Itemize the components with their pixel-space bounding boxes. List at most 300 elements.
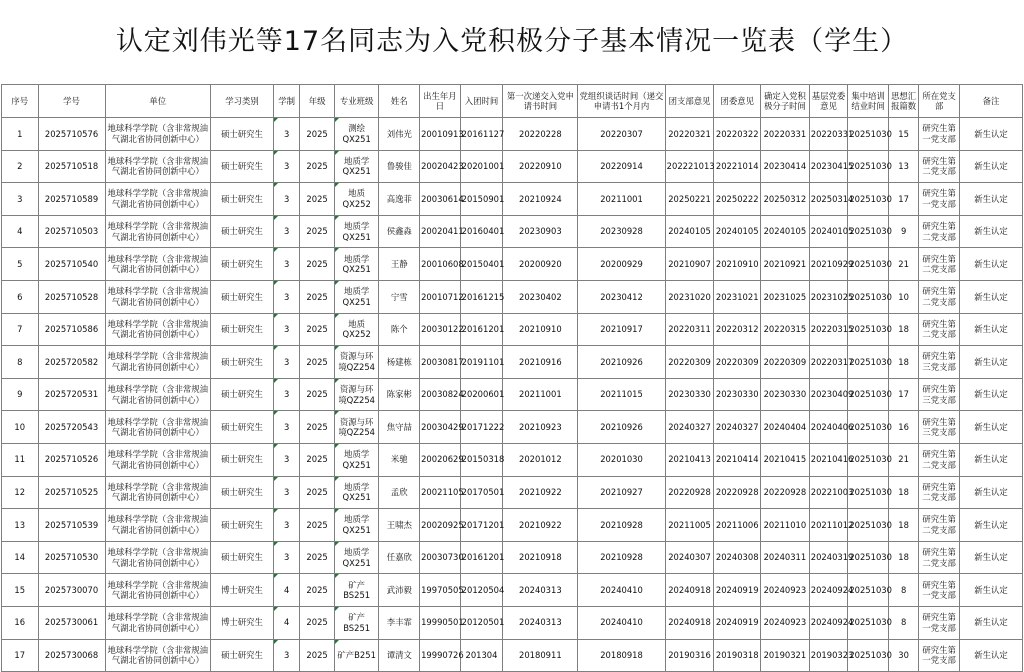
table-cell: 20210926	[578, 346, 665, 379]
table-cell: 2025	[300, 215, 335, 248]
table-cell: 20240404	[761, 411, 810, 444]
table-cell: 地质QX252	[334, 183, 379, 216]
table-cell: 新生认定	[959, 150, 1022, 183]
table-cell: 2025	[300, 313, 335, 346]
table-cell: 9	[888, 215, 918, 248]
table-cell: 2025730061	[38, 606, 105, 639]
table-cell: 20251030	[848, 541, 889, 574]
table-cell: 20240406	[809, 411, 848, 444]
table-cell: 20210916	[503, 346, 578, 379]
table-cell: 20210415	[761, 443, 810, 476]
table-cell: 20160401	[460, 215, 503, 248]
table-cell: 地质学QX251	[334, 248, 379, 281]
table-cell: 研究生第二党支部	[919, 313, 960, 346]
table-cell: 2025	[300, 378, 335, 411]
table-cell: 研究生第二党支部	[919, 280, 960, 313]
page-title: 认定刘伟光等17名同志为入党积极分子基本情况一览表（学生）	[115, 26, 909, 57]
table-cell: 20210922	[503, 509, 578, 542]
column-header: 学号	[38, 85, 105, 118]
table-cell: 20210413	[665, 443, 714, 476]
table-cell: 20251030	[848, 606, 889, 639]
table-cell: 新生认定	[959, 378, 1022, 411]
table-cell: 2025	[300, 606, 335, 639]
table-cell: 研究生第一党支部	[919, 574, 960, 607]
table-cell: 研究生第一党支部	[919, 606, 960, 639]
table-cell: 20230928	[578, 215, 665, 248]
table-cell: 20210921	[761, 248, 810, 281]
table-cell: 地质学QX251	[334, 476, 379, 509]
table-cell: 2025710518	[38, 150, 105, 183]
table-cell: 地质学QX251	[334, 150, 379, 183]
table-cell: 地球科学学院（含非常规油气湖北省协同创新中心）	[105, 346, 211, 379]
table-cell: 新生认定	[959, 280, 1022, 313]
table-cell: 20020629	[420, 443, 461, 476]
table-cell: 20251030	[848, 215, 889, 248]
table-cell: 20030824	[420, 378, 461, 411]
table-cell: 20230412	[578, 280, 665, 313]
table-cell: 20210910	[714, 248, 761, 281]
column-header: 出生年月日	[420, 85, 461, 118]
table-cell: 地质学QX251	[334, 215, 379, 248]
table-cell: 2025710525	[38, 476, 105, 509]
table-cell: 20231020	[665, 280, 714, 313]
table-cell: 焦守喆	[379, 411, 420, 444]
table-cell: 硕士研究生	[211, 378, 274, 411]
table-cell: 20220309	[665, 346, 714, 379]
table-cell: 地球科学学院（含非常规油气湖北省协同创新中心）	[105, 313, 211, 346]
table-cell: 高逸菲	[379, 183, 420, 216]
table-cell: 3	[273, 411, 299, 444]
column-header: 入团时间	[460, 85, 503, 118]
table-cell: 4	[273, 574, 299, 607]
table-cell: 20190316	[665, 639, 714, 672]
table-cell: 20240918	[665, 574, 714, 607]
table-cell: 20230402	[503, 280, 578, 313]
table-cell: 9	[2, 378, 39, 411]
table-cell: 20200920	[503, 248, 578, 281]
table-cell: 3	[273, 183, 299, 216]
table-row	[2, 280, 1023, 313]
table-row	[2, 639, 1023, 672]
table-cell: 研究生第二党支部	[919, 476, 960, 509]
table-cell: 20240410	[578, 606, 665, 639]
table-cell: 18	[888, 476, 918, 509]
table-cell: 20211006	[714, 509, 761, 542]
table-cell: 20161201	[460, 541, 503, 574]
table-cell: 硕士研究生	[211, 411, 274, 444]
table-cell: 20231025	[809, 280, 848, 313]
table-cell: 20251030	[848, 411, 889, 444]
table-cell: 20240923	[761, 574, 810, 607]
table-cell: 18	[888, 313, 918, 346]
table-cell: 6	[2, 280, 39, 313]
table-cell: 202221013	[665, 150, 714, 183]
table-cell: 地球科学学院（含非常规油气湖北省协同创新中心）	[105, 215, 211, 248]
table-cell: 20230903	[503, 215, 578, 248]
table-cell: 20190321	[761, 639, 810, 672]
table-cell: 2025	[300, 639, 335, 672]
table-cell: 20161127	[460, 118, 503, 151]
table-cell: 资源与环境QZ254	[334, 411, 379, 444]
table-cell: 201304	[460, 639, 503, 672]
column-header: 基层党委意见	[809, 85, 848, 118]
table-cell: 20240918	[665, 606, 714, 639]
table-cell: 20200601	[460, 378, 503, 411]
table-cell: 地球科学学院（含非常规油气湖北省协同创新中心）	[105, 606, 211, 639]
table-cell: 20030614	[420, 183, 461, 216]
table-cell: 2025	[300, 280, 335, 313]
activist-table	[1, 84, 1023, 672]
table-cell: 研究生第二党支部	[919, 248, 960, 281]
table-cell: 20190323	[809, 639, 848, 672]
table-cell: 10	[888, 280, 918, 313]
table-cell: 2025	[300, 541, 335, 574]
table-cell: 20240313	[503, 574, 578, 607]
table-row	[2, 443, 1023, 476]
table-cell: 研究生第三党支部	[919, 411, 960, 444]
table-cell: 20161201	[460, 313, 503, 346]
table-cell: 20210923	[503, 411, 578, 444]
table-cell: 硕士研究生	[211, 183, 274, 216]
table-cell: 武沛毅	[379, 574, 420, 607]
table-cell: 硕士研究生	[211, 541, 274, 574]
table-cell: 20240919	[714, 574, 761, 607]
table-cell: 20220914	[578, 150, 665, 183]
table-cell: 20211015	[578, 378, 665, 411]
table-cell: 18	[888, 541, 918, 574]
table-cell: 20030730	[420, 541, 461, 574]
table-row	[2, 313, 1023, 346]
table-cell: 新生认定	[959, 215, 1022, 248]
table-cell: 20251030	[848, 150, 889, 183]
table-cell: 3	[273, 313, 299, 346]
table-cell: 20210922	[503, 476, 578, 509]
table-cell: 2025710576	[38, 118, 105, 151]
table-cell: 20251030	[848, 248, 889, 281]
table-cell: 新生认定	[959, 183, 1022, 216]
table-cell: 20210918	[503, 541, 578, 574]
table-cell: 20020925	[420, 509, 461, 542]
table-cell: 地球科学学院（含非常规油气湖北省协同创新中心）	[105, 574, 211, 607]
table-cell: 20251030	[848, 280, 889, 313]
table-cell: 20240327	[665, 411, 714, 444]
table-cell: 20251030	[848, 574, 889, 607]
table-cell: 20020423	[420, 150, 461, 183]
table-cell: 20240327	[714, 411, 761, 444]
column-header: 确定入党积极分子时间	[761, 85, 810, 118]
table-cell: 20220315	[809, 313, 848, 346]
column-header: 年级	[300, 85, 335, 118]
table-cell: 新生认定	[959, 476, 1022, 509]
table-cell: 20211001	[578, 183, 665, 216]
table-cell: 20250314	[809, 183, 848, 216]
table-cell: 陈家彬	[379, 378, 420, 411]
table-cell: 20210907	[665, 248, 714, 281]
table-cell: 3	[273, 378, 299, 411]
table-cell: 20220317	[809, 346, 848, 379]
column-header: 集中培训结业时间	[848, 85, 889, 118]
table-cell: 20240923	[761, 606, 810, 639]
table-cell: 16	[2, 606, 39, 639]
table-cell: 7	[2, 313, 39, 346]
table-cell: 20231021	[714, 280, 761, 313]
table-cell: 3	[273, 150, 299, 183]
table-cell: 李丰霏	[379, 606, 420, 639]
table-cell: 刘伟光	[379, 118, 420, 151]
table-cell: 20251030	[848, 639, 889, 672]
table-row	[2, 346, 1023, 379]
table-cell: 16	[888, 411, 918, 444]
table-cell: 新生认定	[959, 574, 1022, 607]
table-cell: 3	[273, 443, 299, 476]
table-cell: 地球科学学院（含非常规油气湖北省协同创新中心）	[105, 248, 211, 281]
table-cell: 矿产B251	[334, 639, 379, 672]
table-row	[2, 248, 1023, 281]
table-cell: 15	[888, 118, 918, 151]
table-cell: 王静	[379, 248, 420, 281]
table-cell: 新生认定	[959, 443, 1022, 476]
table-cell: 地球科学学院（含非常规油气湖北省协同创新中心）	[105, 411, 211, 444]
table-cell: 硕士研究生	[211, 150, 274, 183]
table-cell: 研究生第三党支部	[919, 378, 960, 411]
table-cell: 2025	[300, 118, 335, 151]
table-cell: 20210414	[714, 443, 761, 476]
table-cell: 地球科学学院（含非常规油气湖北省协同创新中心）	[105, 280, 211, 313]
table-row	[2, 118, 1023, 151]
table-cell: 2025710540	[38, 248, 105, 281]
table-cell: 新生认定	[959, 346, 1022, 379]
table-cell: 任嘉欣	[379, 541, 420, 574]
table-cell: 19990501	[420, 606, 461, 639]
column-header: 所在党支部	[919, 85, 960, 118]
table-cell: 20251030	[848, 183, 889, 216]
table-cell: 20240313	[503, 606, 578, 639]
table-cell: 18	[888, 509, 918, 542]
table-cell: 硕士研究生	[211, 313, 274, 346]
table-cell: 20170501	[460, 476, 503, 509]
table-row	[2, 150, 1023, 183]
table-cell: 新生认定	[959, 313, 1022, 346]
table-cell: 21	[888, 248, 918, 281]
table-cell: 20021105	[420, 476, 461, 509]
table-cell: 地质学QX251	[334, 443, 379, 476]
table-cell: 硕士研究生	[211, 280, 274, 313]
table-cell: 13	[888, 150, 918, 183]
table-cell: 20210416	[809, 443, 848, 476]
table-cell: 19970505	[420, 574, 461, 607]
column-header: 团委意见	[714, 85, 761, 118]
table-cell: 20251030	[848, 443, 889, 476]
table-cell: 地球科学学院（含非常规油气湖北省协同创新中心）	[105, 639, 211, 672]
table-cell: 20230414	[761, 150, 810, 183]
table-cell: 20240924	[809, 574, 848, 607]
table-cell: 陈个	[379, 313, 420, 346]
table-cell: 20201001	[460, 150, 503, 183]
table-cell: 5	[2, 248, 39, 281]
table-cell: 20030817	[420, 346, 461, 379]
table-cell: 20220321	[665, 118, 714, 151]
table-cell: 20211005	[665, 509, 714, 542]
table-row	[2, 606, 1023, 639]
table-cell: 硕士研究生	[211, 443, 274, 476]
table-cell: 20240919	[714, 606, 761, 639]
table-cell: 新生认定	[959, 639, 1022, 672]
table-cell: 王啸杰	[379, 509, 420, 542]
table-row	[2, 476, 1023, 509]
table-cell: 20220311	[665, 313, 714, 346]
table-cell: 1	[2, 118, 39, 151]
table-cell: 3	[273, 215, 299, 248]
column-header: 党组织谈话时间（递交申请书1个月内	[578, 85, 665, 118]
table-cell: 20211010	[761, 509, 810, 542]
table-cell: 17	[2, 639, 39, 672]
table-cell: 20220309	[761, 346, 810, 379]
table-cell: 20210910	[503, 313, 578, 346]
column-header: 单位	[105, 85, 211, 118]
table-cell: 20251030	[848, 346, 889, 379]
table-cell: 2025	[300, 150, 335, 183]
table-cell: 3	[273, 118, 299, 151]
table-cell: 20240319	[809, 541, 848, 574]
table-row	[2, 509, 1023, 542]
table-cell: 20220307	[578, 118, 665, 151]
table-cell: 20180918	[578, 639, 665, 672]
table-cell: 新生认定	[959, 248, 1022, 281]
table-cell: 20240105	[761, 215, 810, 248]
table-cell: 新生认定	[959, 541, 1022, 574]
table-cell: 20220309	[714, 346, 761, 379]
table-cell: 20120504	[460, 574, 503, 607]
column-header: 备注	[959, 85, 1022, 118]
table-cell: 杨建栋	[379, 346, 420, 379]
table-cell: 20230415	[809, 150, 848, 183]
table-cell: 20210928	[578, 509, 665, 542]
table-cell: 20221003	[809, 476, 848, 509]
table-row	[2, 541, 1023, 574]
table-cell: 地球科学学院（含非常规油气湖北省协同创新中心）	[105, 150, 211, 183]
table-cell: 硕士研究生	[211, 248, 274, 281]
table-cell: 新生认定	[959, 606, 1022, 639]
table-cell: 地球科学学院（含非常规油气湖北省协同创新中心）	[105, 443, 211, 476]
table-cell: 20211001	[503, 378, 578, 411]
table-cell: 21	[888, 443, 918, 476]
table-cell: 米驰	[379, 443, 420, 476]
table-cell: 3	[273, 280, 299, 313]
table-cell: 11	[2, 443, 39, 476]
table-header-row	[2, 85, 1023, 118]
table-cell: 2025710528	[38, 280, 105, 313]
table-cell: 8	[2, 346, 39, 379]
table-cell: 20250221	[665, 183, 714, 216]
table-cell: 20030122	[420, 313, 461, 346]
table-cell: 硕士研究生	[211, 215, 274, 248]
table-cell: 3	[273, 509, 299, 542]
table-cell: 研究生第二党支部	[919, 541, 960, 574]
table-cell: 20220910	[503, 150, 578, 183]
table-cell: 20240924	[809, 606, 848, 639]
table-cell: 20010608	[420, 248, 461, 281]
table-cell: 20251030	[848, 509, 889, 542]
table-row	[2, 378, 1023, 411]
table-cell: 20211012	[809, 509, 848, 542]
table-cell: 20230409	[809, 378, 848, 411]
table-cell: 20251030	[848, 378, 889, 411]
table-cell: 3	[273, 476, 299, 509]
table-cell: 2025710530	[38, 541, 105, 574]
table-body	[2, 118, 1023, 672]
table-cell: 鲁骏佳	[379, 150, 420, 183]
table-cell: 20201012	[503, 443, 578, 476]
table-cell: 地球科学学院（含非常规油气湖北省协同创新中心）	[105, 378, 211, 411]
column-header: 学习类别	[211, 85, 274, 118]
table-cell: 20150401	[460, 248, 503, 281]
table-cell: 研究生第二党支部	[919, 443, 960, 476]
table-cell: 新生认定	[959, 509, 1022, 542]
table-cell: 谭清文	[379, 639, 420, 672]
table-cell: 孟欣	[379, 476, 420, 509]
table-cell: 研究生第二党支部	[919, 150, 960, 183]
table-row	[2, 183, 1023, 216]
table-cell: 2025730070	[38, 574, 105, 607]
table-cell: 新生认定	[959, 118, 1022, 151]
table-cell: 2025710586	[38, 313, 105, 346]
table-cell: 2	[2, 150, 39, 183]
table-cell: 20221014	[714, 150, 761, 183]
table-cell: 3	[273, 639, 299, 672]
table-cell: 2025	[300, 476, 335, 509]
table-cell: 地质学QX251	[334, 541, 379, 574]
table-cell: 8	[888, 606, 918, 639]
table-cell: 20161215	[460, 280, 503, 313]
table-cell: 地球科学学院（含非常规油气湖北省协同创新中心）	[105, 509, 211, 542]
table-cell: 30	[888, 639, 918, 672]
table-cell: 18	[888, 346, 918, 379]
table-cell: 20010913	[420, 118, 461, 151]
table-cell: 20251030	[848, 476, 889, 509]
table-cell: 2025	[300, 574, 335, 607]
table-cell: 3	[273, 541, 299, 574]
table-cell: 20240105	[809, 215, 848, 248]
table-cell: 20210924	[503, 183, 578, 216]
table-cell: 2025710539	[38, 509, 105, 542]
table-cell: 20220928	[714, 476, 761, 509]
table-cell: 研究生第二党支部	[919, 509, 960, 542]
table-cell: 矿产BS251	[334, 606, 379, 639]
table-cell: 20220322	[714, 118, 761, 151]
table-cell: 研究生第一党支部	[919, 118, 960, 151]
table-row	[2, 215, 1023, 248]
table-cell: 20120501	[460, 606, 503, 639]
column-header: 序号	[2, 85, 39, 118]
column-header: 第一次递交入党申请书时间	[503, 85, 578, 118]
table-cell: 20251030	[848, 118, 889, 151]
table-cell: 13	[2, 509, 39, 542]
table-cell: 新生认定	[959, 411, 1022, 444]
table-cell: 20240311	[761, 541, 810, 574]
table-cell: 2025720531	[38, 378, 105, 411]
table-cell: 研究生第二党支部	[919, 215, 960, 248]
table-cell: 20220331	[761, 118, 810, 151]
table-cell: 硕士研究生	[211, 346, 274, 379]
table-cell: 20250222	[714, 183, 761, 216]
table-cell: 2025720543	[38, 411, 105, 444]
table-cell: 20171201	[460, 509, 503, 542]
table-cell: 20201030	[578, 443, 665, 476]
table-cell: 20220312	[714, 313, 761, 346]
table-cell: 矿产BS251	[334, 574, 379, 607]
table-cell: 8	[888, 574, 918, 607]
table-row	[2, 411, 1023, 444]
